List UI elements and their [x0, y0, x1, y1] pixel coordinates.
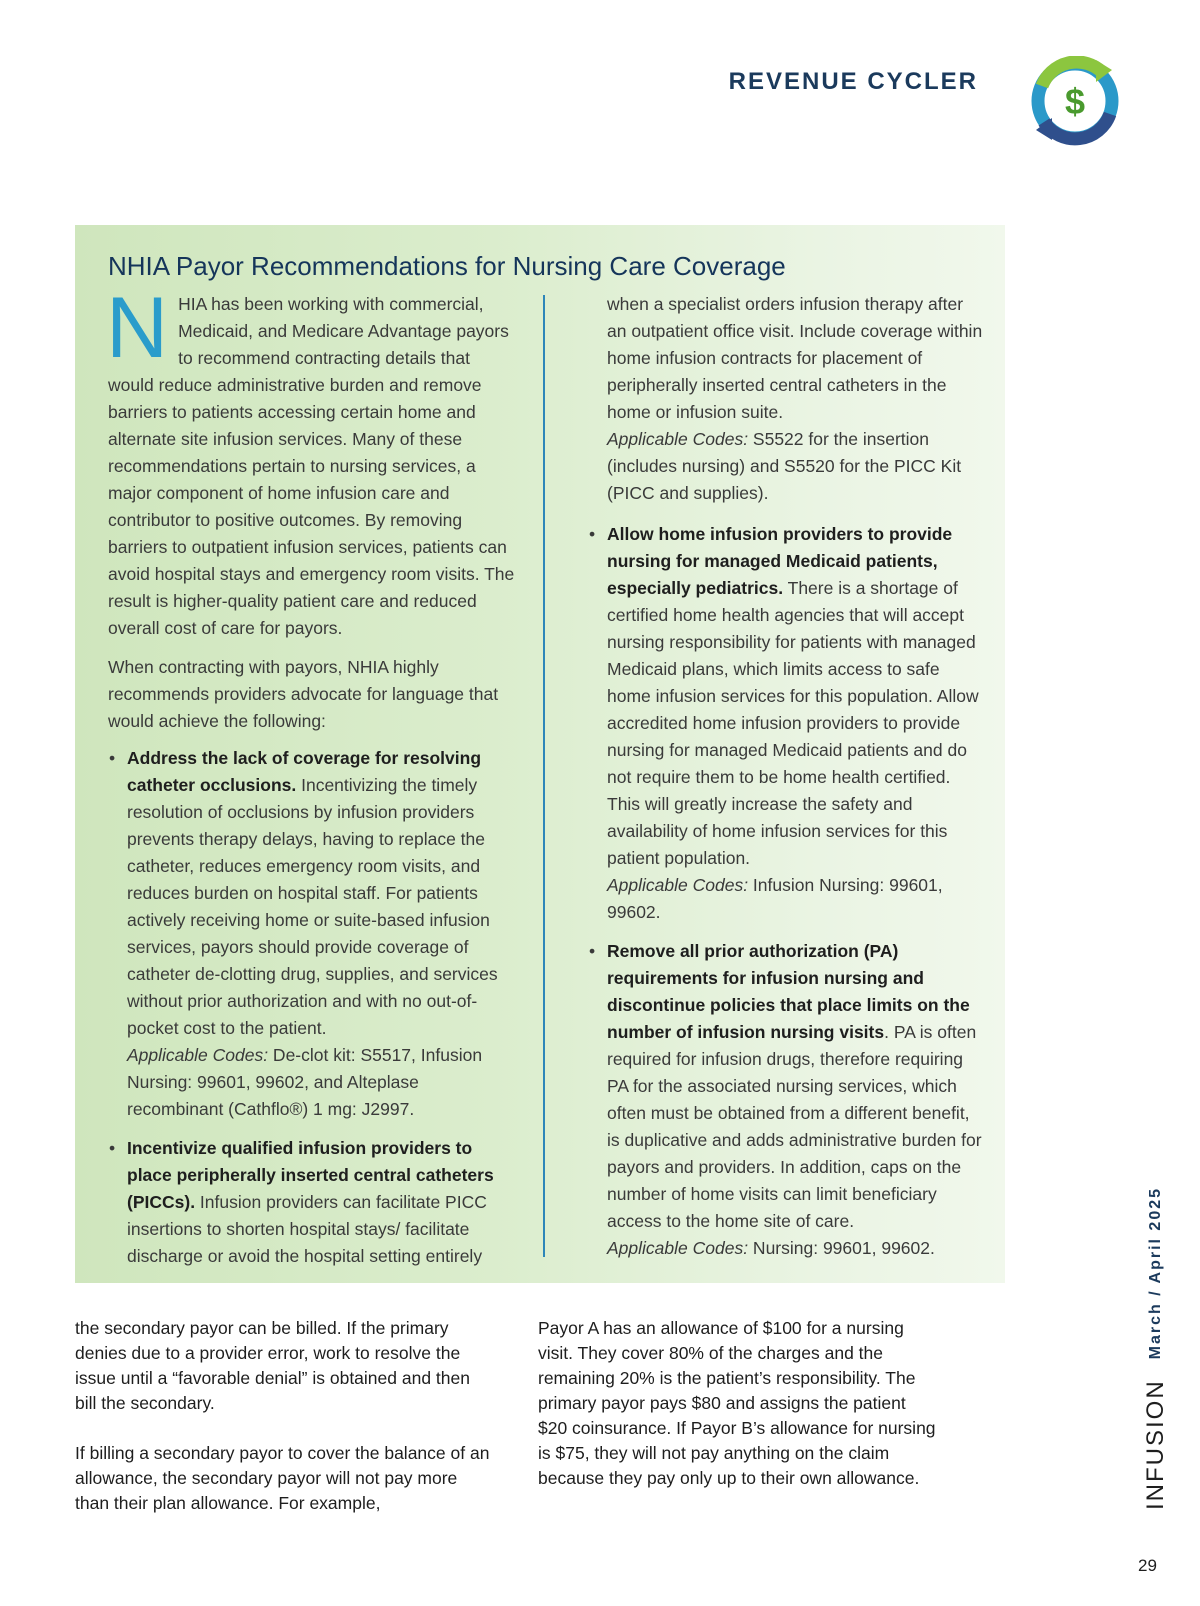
column-divider — [543, 295, 545, 1257]
codes-label: Applicable Codes: — [127, 1045, 269, 1065]
list-item — [588, 521, 983, 926]
section-title: REVENUE CYCLER — [728, 68, 978, 95]
intro-text: HIA has been working with commercial, Medicaid, and Medicare Advantage payors to recommend contracting details that would reduce administrative burden and remove barriers to patients accessing certain home and alternate site infusion services. Many of these recommendations pertain to nursing services, a major component of home infusion care and contributor to positive outcomes. By removing barriers to outpatient infusion services, patients can avoid hospital stays and emergency room visits. The result is higher-quality patient care and reduced overall cost of care for payors. — [108, 294, 515, 638]
codes-label: Applicable Codes: — [607, 429, 749, 449]
codes-text: S5522 for the insertion (includes nursing) and S5520 for the PICC Kit (PICC and supplies). — [607, 429, 962, 503]
bullet-text: Infusion providers can facilitate PICC insertions to shorten hospital stays/ facilitate discharge or avoid the hospital setting entirely — [127, 1192, 487, 1266]
list-item — [108, 1135, 518, 1270]
contracting-paragraph: When contracting with payors, NHIA highly recommends providers advocate for language that would achieve the following: — [108, 657, 499, 731]
bullet-lead: Remove all prior authorization (PA) requirements for infusion nursing and discontinue policies that place limits on the number of infusion nursing visits — [607, 941, 970, 1042]
right-bullet-list — [588, 521, 983, 1262]
issue-date: March / April 2025 — [1147, 1186, 1164, 1360]
left-bullet-list — [108, 745, 518, 1270]
bullet-lead: Allow home infusion providers to provide nursing for managed Medicaid patients, especially pediatrics. — [607, 524, 953, 598]
page-number: 29 — [1138, 1556, 1157, 1575]
body-right-column — [538, 1316, 938, 1516]
body-paragraph: Payor A has an allowance of $100 for a nursing visit. They cover 80% of the charges and the remaining 20% is the patient’s responsibility. The primary payor pays $80 and assigns the patient $20 coinsurance. If Payor B’s allowance for nursing is $75, they will not pay anything on the claim because they pay only up to their own allowance. — [538, 1318, 936, 1488]
sidebar-title: NHIA Payor Recommendations for Nursing Care Coverage — [108, 251, 786, 281]
sidebar-left-column — [106, 280, 518, 1282]
codes-label: Applicable Codes: — [607, 1238, 749, 1258]
codes-text: Nursing: 99601, 99602. — [748, 1238, 935, 1258]
list-item — [588, 938, 983, 1262]
revenue-cycle-dollar-icon — [1030, 56, 1120, 146]
continuation-text: when a specialist orders infusion therapy after an outpatient office visit. Include coverage within home infusion contracts for placement of peripherally inserted central catheters in the home or infusion suite. — [607, 294, 983, 422]
body-paragraph: If billing a secondary payor to cover the balance of an allowance, the secondary payor will not pay more than their plan allowance. For example, — [75, 1443, 490, 1513]
body-paragraph: the secondary payor can be billed. If the primary denies due to a provider error, work to resolve the issue until a “favorable denial” is obtained and then bill the secondary. — [75, 1318, 470, 1413]
bullet-lead: Incentivize qualified infusion providers to place peripherally inserted central catheters (PICCs). — [127, 1138, 494, 1212]
list-item — [108, 745, 518, 1123]
codes-text: Infusion Nursing: 99601, 99602. — [607, 875, 943, 922]
codes-text: De-clot kit: S5517, Infusion Nursing: 99601, 99602, and Alteplase recombinant (Cathflo®) 1 mg: J2997. — [127, 1045, 483, 1119]
magazine-name: INFUSION — [1142, 1379, 1169, 1510]
codes-label: Applicable Codes: — [607, 875, 749, 895]
bullet-text: There is a shortage of certified home health agencies that will accept nursing responsibility for patients with managed Medicaid plans, which limits access to safe home infusion services for this population. Allow accredited home infusion providers to provide nursing for managed Medicaid patients and do not require them to be home health certified. This will greatly increase the safety and availability of home infusion services for this patient population. — [607, 578, 979, 868]
bullet-text: . PA is often required for infusion drugs, therefore requiring PA for the associated nursing services, which often must be obtained from a different benefit, is duplicative and adds administrative burden for payors and providers. In addition, caps on the number of home visits can limit beneficiary access to the home site of care. — [607, 1022, 982, 1231]
drop-cap: N — [106, 280, 169, 376]
body-left-column — [75, 1316, 495, 1541]
bullet-text: Incentivizing the timely resolution of occlusions by infusion providers prevents therapy delays, having to replace the catheter, reduces emergency room visits, and reduces burden on hospital staff. For patients actively receiving home or suite-based infusion services, payors should provide coverage of catheter de-clotting drug, supplies, and services without prior authorization and with no out-of-pocket cost to the patient. — [127, 775, 498, 1038]
bullet-lead: Address the lack of coverage for resolving catheter occlusions. — [127, 748, 482, 795]
continuation-paragraph — [588, 291, 983, 507]
dollar-sign-symbol: $ — [1064, 81, 1086, 122]
recommendations-sidebar — [75, 225, 1005, 1283]
vertical-masthead — [1136, 1186, 1176, 1510]
intro-paragraph — [106, 280, 518, 642]
sidebar-right-column — [588, 291, 983, 1274]
